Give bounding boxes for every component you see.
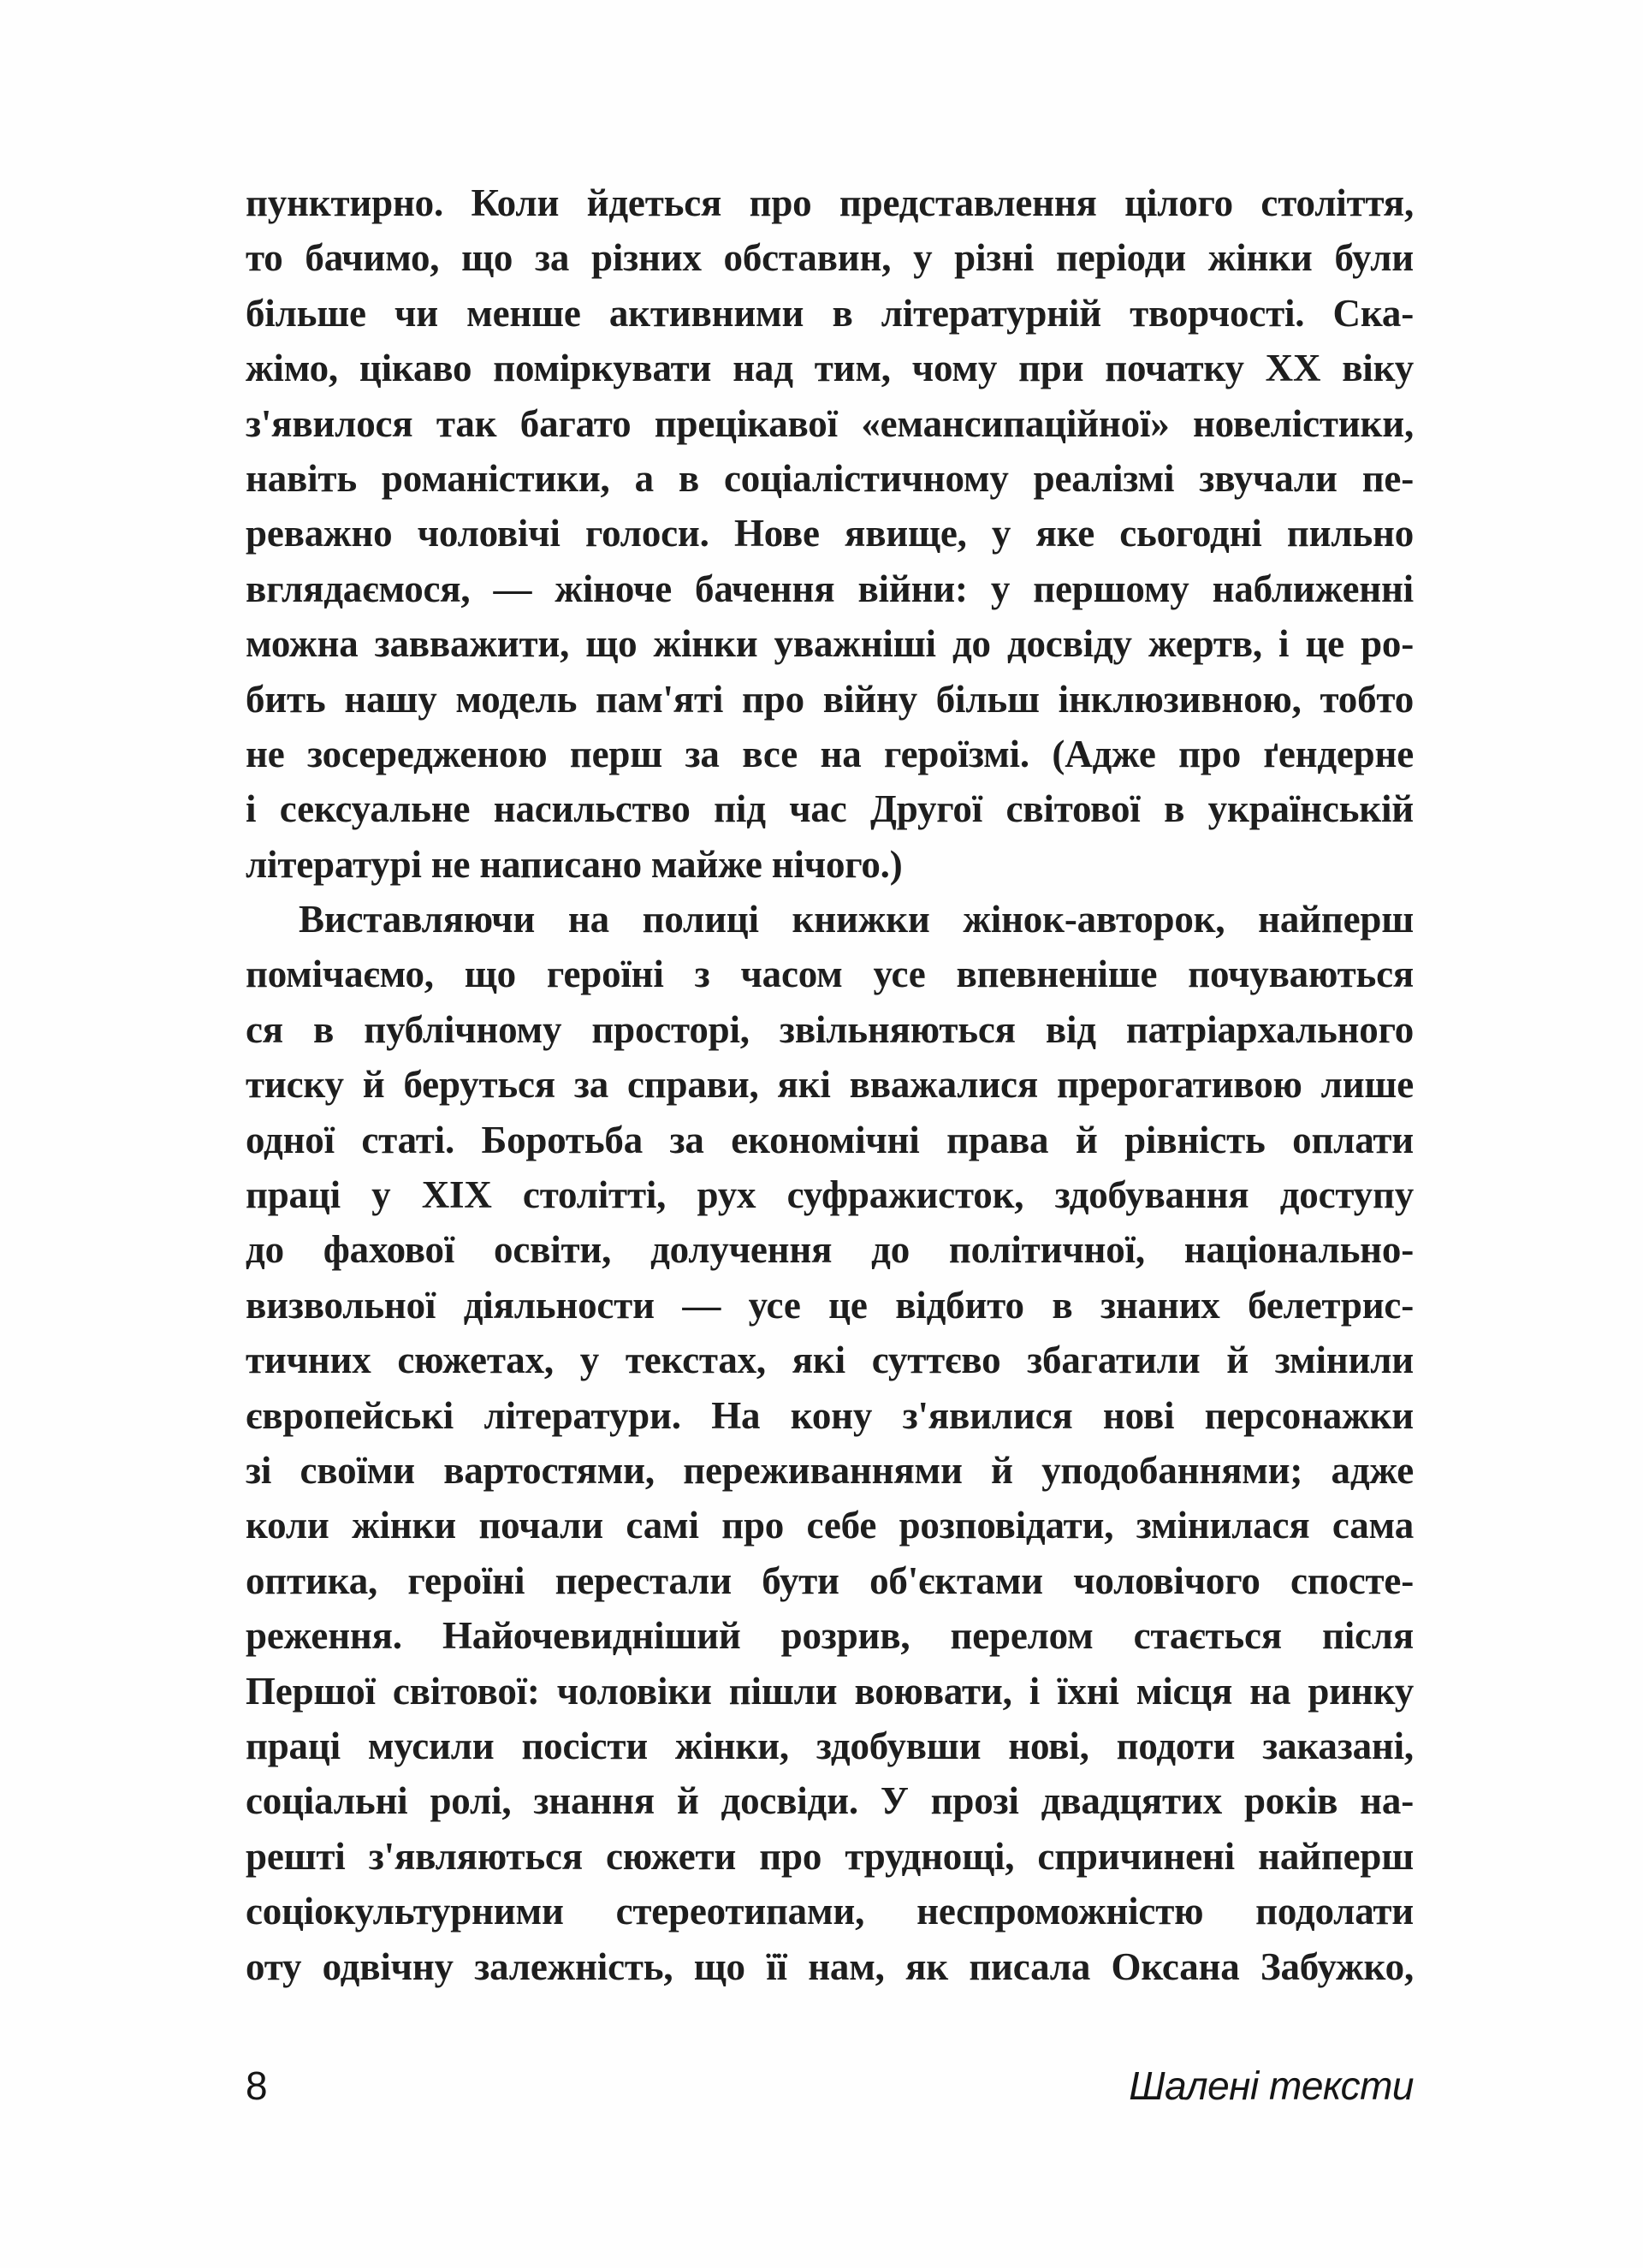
text-line: можна завважити, що жінки уважніші до досвіду жертв, і це ро-: [246, 622, 1414, 666]
text-line: одної статі. Боротьба за економічні права й рівність оплати: [246, 1118, 1414, 1161]
text-line: вглядаємося, — жіноче бачення війни: у першому наближенні: [246, 567, 1414, 610]
text-line: оптика, героїні перестали бути об'єктами чоловічого спосте-: [246, 1559, 1414, 1602]
text-line: реження. Найочевидніший розрив, перелом стається після: [246, 1614, 1414, 1658]
text-line: соціальні ролі, знання й досвіди. У прозі двадцятих років на-: [246, 1779, 1414, 1823]
text-line: тичних сюжетах, у текстах, які суттєво збагатили й змінили: [246, 1339, 1414, 1382]
text-line: оту одвічну залежність, що її нам, як писала Оксана Забужко,: [246, 1944, 1414, 1988]
text-line: більше чи менше активними в літературній творчості. Ска-: [246, 291, 1414, 335]
text-line: і сексуальне насильство під час Другої світової в українській: [246, 787, 1414, 831]
text-line: праці у XIX столітті, рух суфражисток, здобування доступу: [246, 1173, 1414, 1217]
text-line: бить нашу модель пам'яті про війну більш інклюзивною, тобто: [246, 677, 1414, 721]
text-line: жімо, цікаво поміркувати над тим, чому при початку XX віку: [246, 347, 1414, 390]
text-line: літературі не написано майже нічого.): [246, 842, 903, 886]
text-line: Виставляючи на полиці книжки жінок-авторок, найперш: [299, 898, 1414, 941]
text-line: пунктирно. Коли йдеться про представлення цілого століття,: [246, 181, 1414, 224]
text-line: до фахової освіти, долучення до політичної, національно-: [246, 1228, 1414, 1272]
text-line: решті з'являються сюжети про труднощі, спричинені найперш: [246, 1834, 1414, 1878]
text-line: помічаємо, що героїні з часом усе впевненіше почуваються: [246, 953, 1414, 996]
page-number: 8: [246, 2063, 268, 2108]
text-line: тиску й беруться за справи, які вважалися прерогативою лише: [246, 1063, 1414, 1107]
text-line: праці мусили посісти жінки, здобувши нові, подоти заказані,: [246, 1724, 1414, 1767]
paragraph-1: [246, 175, 1414, 892]
text-line: навіть романістики, а в соціалістичному реалізмі звучали пе-: [246, 456, 1414, 500]
running-title: Шалені тексти: [1129, 2063, 1414, 2108]
text-line: коли жінки почали самі про себе розповідати, змінилася сама: [246, 1504, 1414, 1547]
text-line: ся в публічному просторі, звільняються від патріархального: [246, 1007, 1414, 1051]
text-line: реважно чоловічі голоси. Нове явище, у яке сьогодні пильно: [246, 512, 1414, 555]
text-line: з'явилося так багато прецікавої «емансипаційної» новелістики,: [246, 401, 1414, 445]
text-line: визвольної діяльности — усе це відбито в знаних белетрис-: [246, 1283, 1414, 1327]
body-text: [246, 175, 1414, 1994]
text-line: то бачимо, що за різних обставин, у різні періоди жінки були: [246, 236, 1414, 280]
text-line: зі своїми вартостями, переживаннями й уподобаннями; адже: [246, 1448, 1414, 1492]
text-line: соціокультурними стереотипами, неспроможністю подолати: [246, 1890, 1414, 1933]
paragraph-2: [246, 892, 1414, 1994]
text-line: європейські літератури. На кону з'явилися нові персонажки: [246, 1393, 1414, 1437]
page-footer: [246, 2063, 1414, 2117]
text-line: Першої світової: чоловіки пішли воювати, і їхні місця на ринку: [246, 1669, 1414, 1713]
text-line: не зосередженою перш за все на героїзмі. (Адже про ґендерне: [246, 732, 1414, 775]
